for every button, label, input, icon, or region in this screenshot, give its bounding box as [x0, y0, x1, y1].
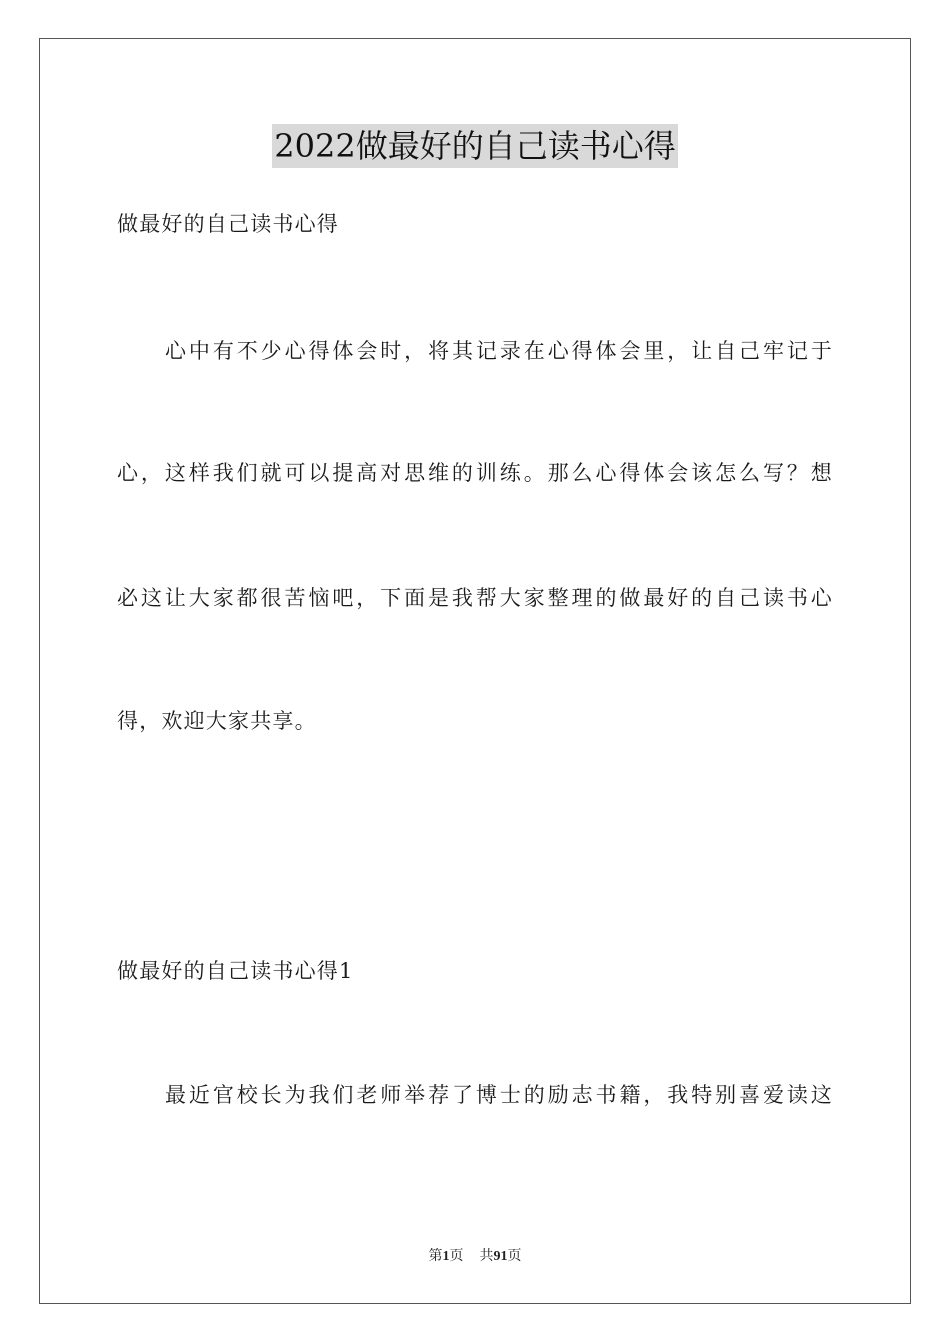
- footer-page-current: 1: [442, 1249, 450, 1264]
- footer-total-prefix: 共: [479, 1248, 494, 1264]
- footer-page-total: 91: [493, 1249, 508, 1264]
- section-heading: 做最好的自己读书心得: [117, 212, 339, 236]
- paragraph-line: 得，欢迎大家共享。: [117, 709, 317, 733]
- footer-page-prefix: 第: [428, 1248, 443, 1264]
- page-footer: [0, 1246, 950, 1267]
- paragraph-line: 最近官校长为我们老师举荐了博士的励志书籍，我特别喜爱读这: [165, 1083, 833, 1107]
- paragraph-line: 必这让大家都很苦恼吧，下面是我帮大家整理的做最好的自己读书心: [117, 586, 833, 610]
- title-container: [0, 124, 950, 168]
- footer-page-suffix: 页: [449, 1248, 464, 1264]
- paragraph-line: 心中有不少心得体会时，将其记录在心得体会里，让自己牢记于: [165, 339, 833, 363]
- section-heading: 做最好的自己读书心得1: [117, 959, 354, 983]
- footer-total-suffix: 页: [507, 1248, 522, 1264]
- document-title: 2022做最好的自己读书心得: [272, 124, 677, 168]
- paragraph-line: 心，这样我们就可以提高对思维的训练。那么心得体会该怎么写？想: [117, 461, 833, 485]
